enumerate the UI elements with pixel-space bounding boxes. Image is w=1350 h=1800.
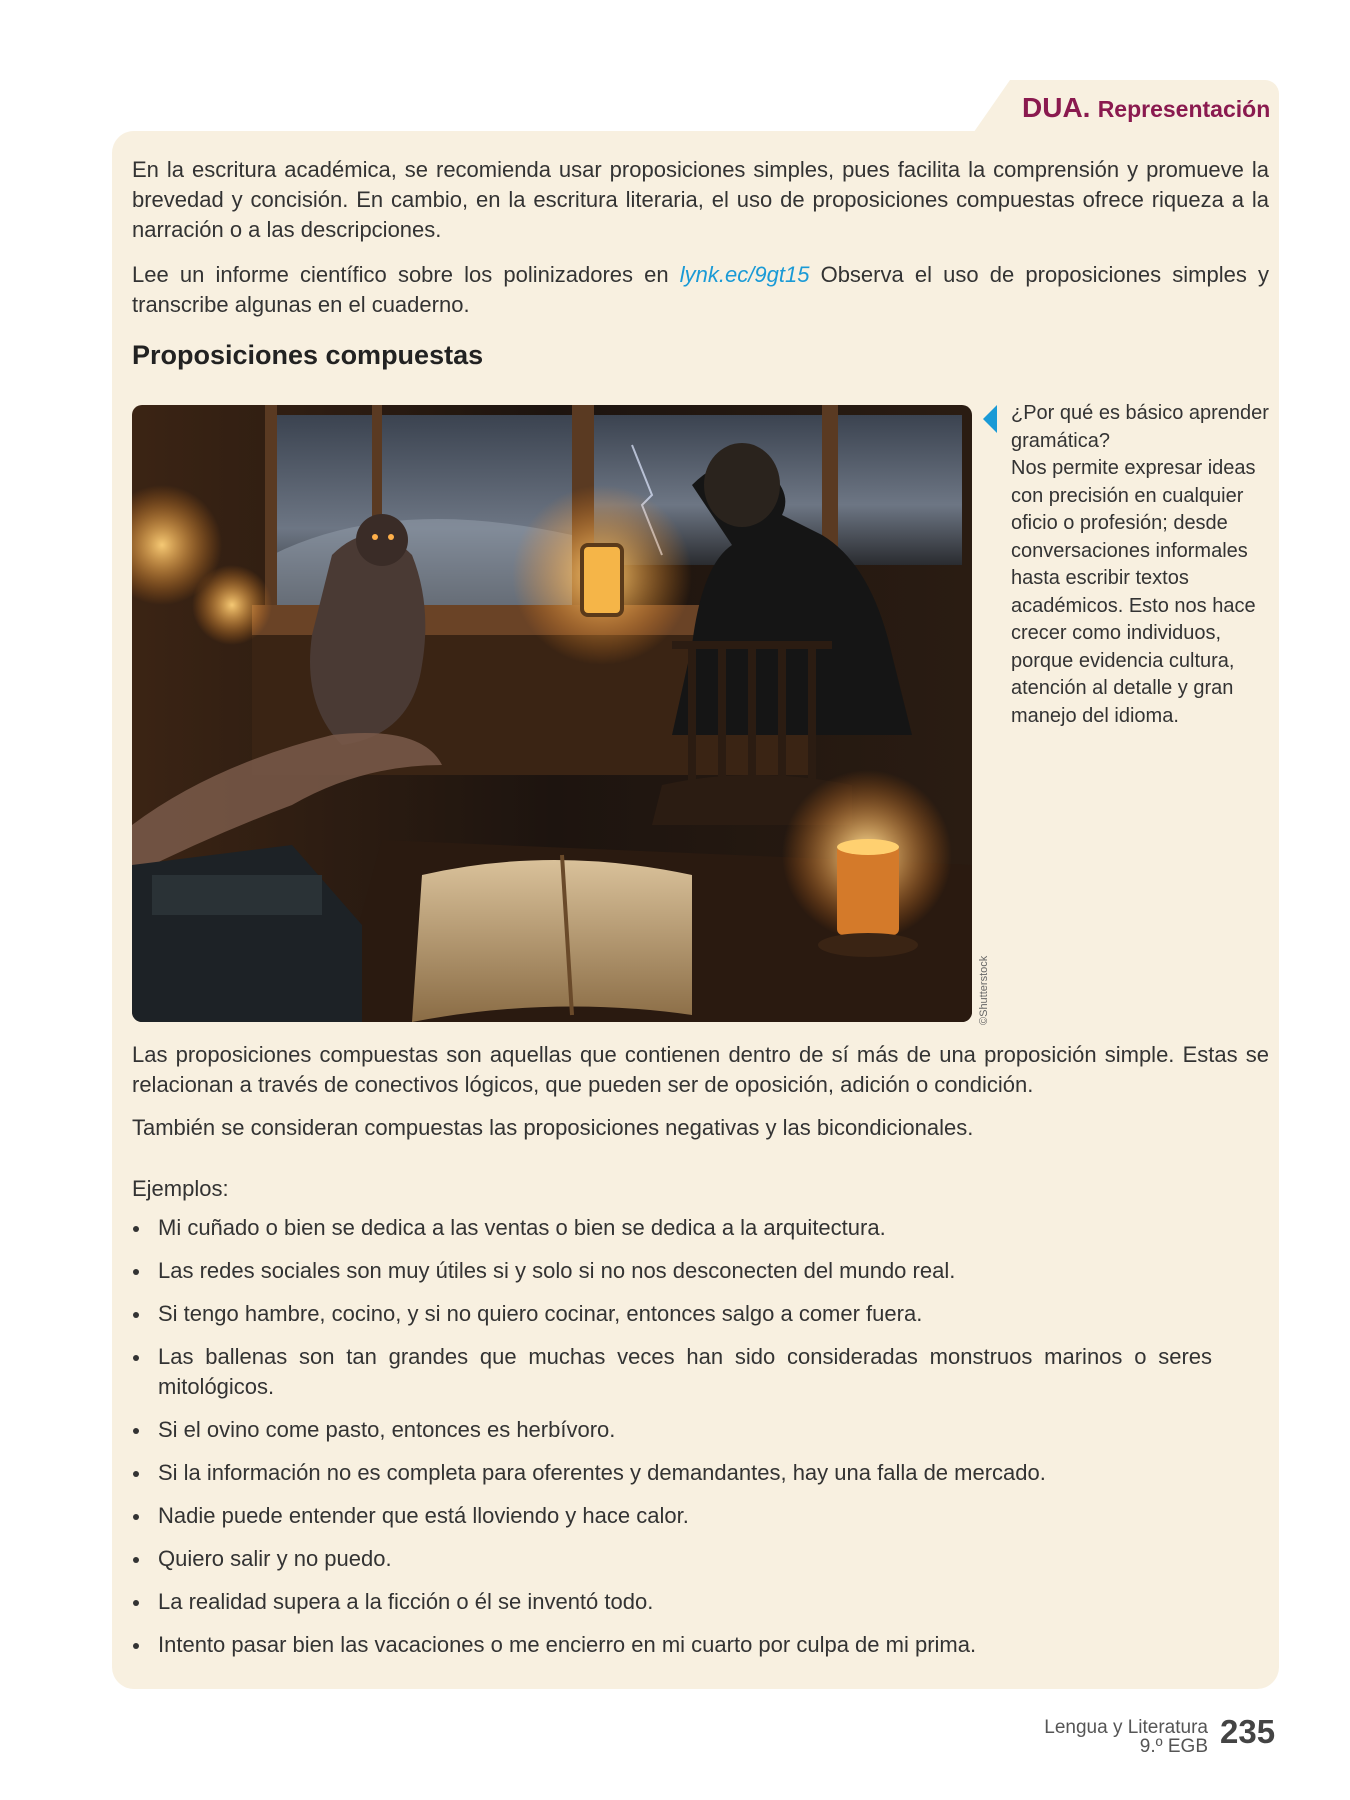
example-item: Si la información no es completa para oferentes y demandantes, hay una falla de mercado. (132, 1458, 1212, 1488)
page-number: 235 (1220, 1713, 1276, 1750)
example-item: Mi cuñado o bien se dedica a las ventas o bien se dedica a la arquitectura. (132, 1213, 1212, 1243)
example-item: Nadie puede entender que está lloviendo y hace calor. (132, 1501, 1212, 1531)
dua-strong: DUA. (1022, 92, 1091, 123)
example-item: Las redes sociales son muy útiles si y solo si no nos desconecten del mundo real. (132, 1256, 1212, 1286)
footer-subject: Lengua y Literatura (1044, 1717, 1208, 1738)
examples-label: Ejemplos: (132, 1176, 229, 1201)
dua-label (1022, 92, 1270, 124)
example-item: Las ballenas son tan grandes que muchas veces han sido consideradas monstruos marinos o seres mitológicos. (132, 1342, 1212, 1402)
sidebar-question: ¿Por qué es básico aprender gramática? (1011, 402, 1269, 452)
illustration-photo (132, 405, 972, 1022)
body-paragraph-1: Las proposiciones compuestas son aquellas que contienen dentro de sí más de una proposición simple. Estas se relacionan a través de conectivos lógicos, que pueden ser de oposición, adición o condición. (132, 1042, 1269, 1097)
intro-paragraph-2 (132, 260, 1269, 320)
intro-p2-text-after: Observa el uso de proposiciones simples y transcribe algunas en el cuaderno. (132, 262, 1269, 317)
example-item: Intento pasar bien las vacaciones o me encierro en mi cuarto por culpa de mi prima. (132, 1630, 1212, 1660)
example-item: Si tengo hambre, cocino, y si no quiero cocinar, entonces salgo a comer fuera. (132, 1299, 1212, 1329)
footer-subject-block (1044, 1718, 1208, 1756)
example-item: Quiero salir y no puedo. (132, 1544, 1212, 1574)
intro-paragraph-1: En la escritura académica, se recomienda usar proposiciones simples, pues facilita la comprensión y promueve la brevedad y concisión. En cambio, en la escritura literaria, el uso de proposiciones compuestas ofrece riqueza a la narración o a las descripciones. (132, 157, 1269, 242)
sidebar-answer: Nos permite expresar ideas con precisión en cualquier oficio o profesión; desde conversaciones informales hasta escribir textos académicos. Esto nos hace crecer como individuos, porque evidencia cultura, atención al detalle y gran manejo del idioma. (1011, 457, 1256, 727)
photo-scene (132, 405, 972, 1022)
examples-list (132, 1213, 1212, 1673)
intro-p2-text: Lee un informe científico sobre los polinizadores en (132, 262, 680, 287)
footer-grade: 9.º EGB (1139, 1736, 1208, 1757)
sidebar-note (1011, 400, 1273, 730)
photo-credit-text: ©Shutterstock (978, 955, 990, 1025)
lynk-link[interactable]: lynk.ec/9gt15 (679, 262, 810, 287)
example-item: La realidad supera a la ficción o él se inventó todo. (132, 1587, 1212, 1617)
dua-representacion: Representación (1097, 96, 1271, 122)
photo-credit (972, 905, 1000, 1025)
example-item: Si el ovino come pasto, entonces es herbívoro. (132, 1415, 1212, 1445)
section-heading: Proposiciones compuestas (132, 340, 484, 370)
body-paragraph-2: También se consideran compuestas las proposiciones negativas y las bicondicionales. (132, 1115, 974, 1140)
sidebar-arrow-icon (983, 405, 999, 433)
